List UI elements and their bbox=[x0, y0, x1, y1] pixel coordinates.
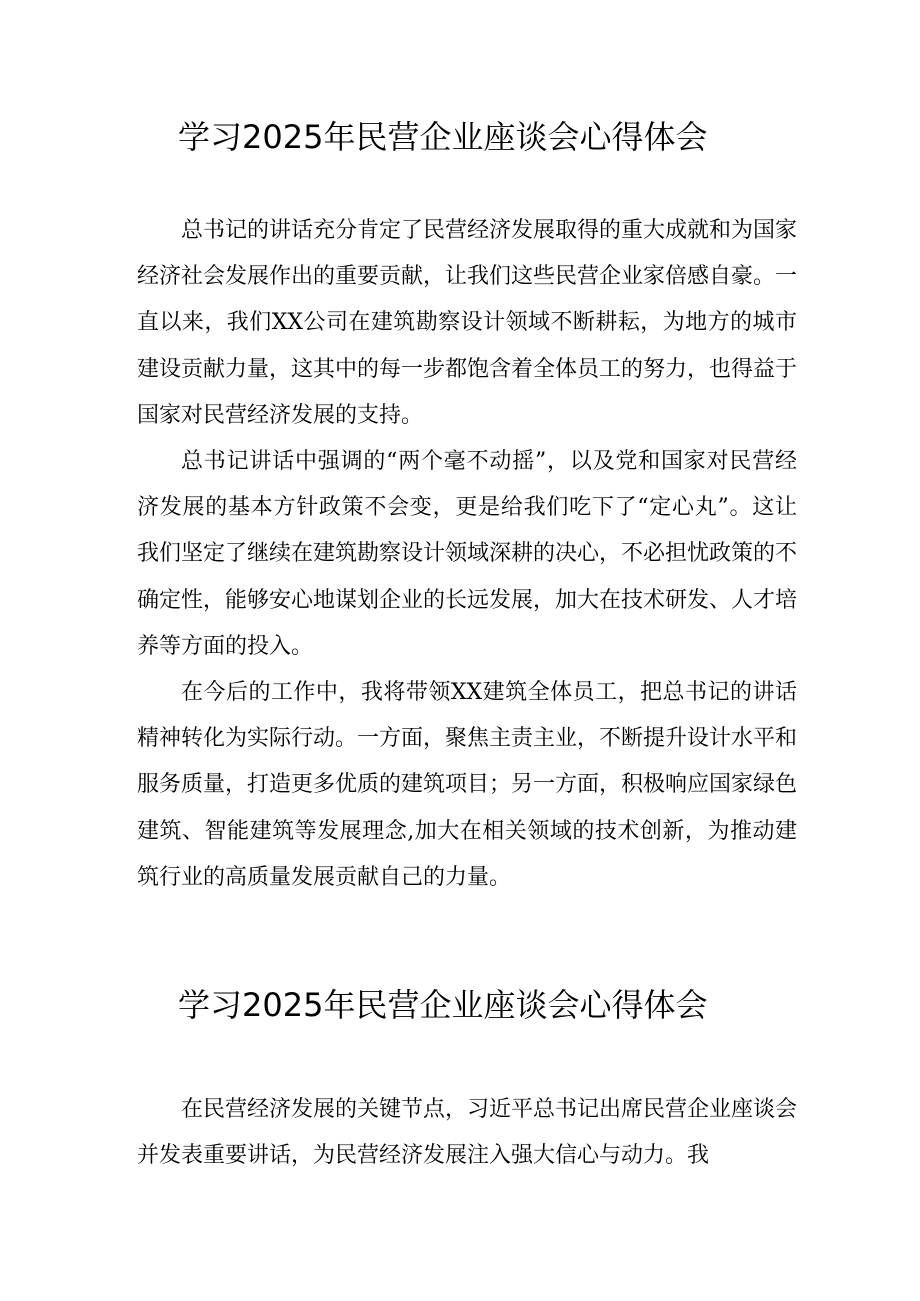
article-body bbox=[137, 208, 797, 901]
document-title: 学习2025年民营企业座谈会心得体会 bbox=[178, 986, 708, 1024]
body-paragraph: 总书记的讲话充分肯定了民营经济发展取得的重大成就和为国家经济社会发展作出的重要贡献，让我们这些民营企业家倍感自豪。一直以来，我们XX公司在建筑勘察设计领域不断耕耘，为地方的城市建设贡献力量，这其中的每一步都饱含着全体员工的努力，也得益于国家对民营经济发展的支持。 bbox=[137, 218, 798, 428]
body-paragraph: 在民营经济发展的关键节点，习近平总书记出席民营企业座谈会并发表重要讲话，为民营经济发展注入强大信心与动力。我 bbox=[137, 1097, 798, 1169]
article-body bbox=[137, 1087, 797, 1179]
body-paragraph: 总书记讲话中强调的“两个毫不动摇”，以及党和国家对民营经济发展的基本方针政策不会变，更是给我们吃下了“定心丸”。这让我们坚定了继续在建筑勘察设计领域深耕的决心，不必担忧政策的不确定性，能够安心地谋划企业的长远发展，加大在技术研发、人才培养等方面的投入。 bbox=[137, 449, 798, 659]
document-title: 学习2025年民营企业座谈会心得体会 bbox=[178, 118, 708, 156]
body-paragraph: 在今后的工作中，我将带领XX建筑全体员工，把总书记的讲话精神转化为实际行动。一方面，聚焦主责主业，不断提升设计水平和服务质量，打造更多优质的建筑项目；另一方面，积极响应国家绿色建筑、智能建筑等发展理念,加大在相关领域的技术创新，为推动建筑行业的高质量发展贡献自己的力量。 bbox=[137, 680, 798, 890]
